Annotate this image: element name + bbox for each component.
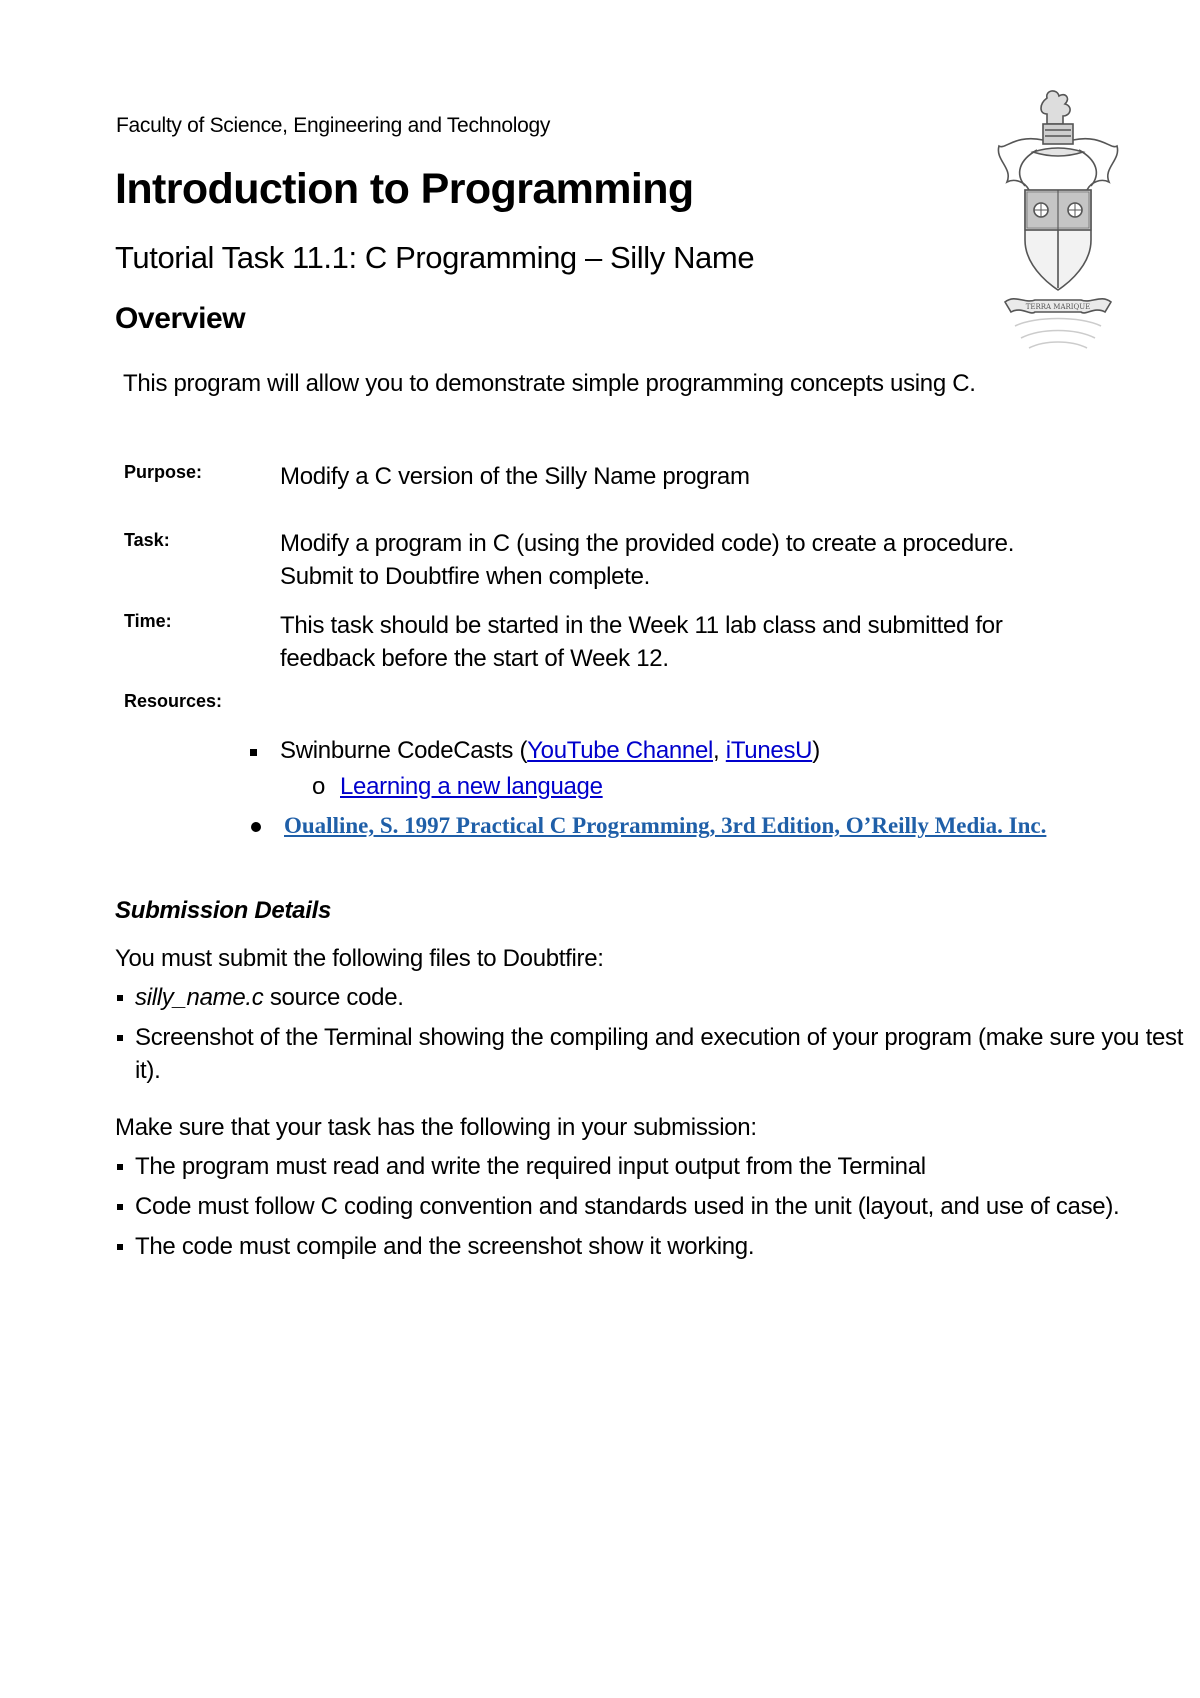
task-subtitle: Tutorial Task 11.1: C Programming – Silly Name — [115, 240, 755, 275]
time-line-2: feedback before the start of Week 12. — [280, 645, 669, 672]
crest-motto: TERRA MARIQUE — [1025, 303, 1091, 311]
submission-file-2: Screenshot of the Terminal showing the compiling and execution of your program (make sure you test it). — [135, 1024, 1184, 1084]
youtube-channel-link[interactable]: YouTube Channel — [527, 737, 714, 764]
bullet-square-icon — [117, 1244, 123, 1250]
bullet-square-icon — [117, 1204, 123, 1210]
requirement-1: The program must read and write the required input output from the Terminal — [135, 1153, 926, 1180]
codecasts-resource: Swinburne CodeCasts (YouTube Channel, iTunesU) — [280, 737, 820, 764]
bullet-square-icon — [117, 995, 123, 1001]
purpose-label: Purpose: — [124, 462, 203, 482]
requirement-3: The code must compile and the screenshot show it working. — [135, 1233, 755, 1260]
time-value — [280, 609, 1003, 675]
task-label: Task: — [124, 530, 170, 550]
learning-language-resource — [340, 773, 603, 801]
bullet-dot-icon — [251, 822, 261, 832]
university-crest-logo — [985, 90, 1135, 360]
bullet-circle-icon: o — [312, 773, 326, 800]
resources-label: Resources: — [124, 691, 223, 711]
page-title: Introduction to Programming — [115, 165, 694, 213]
time-label: Time: — [124, 611, 172, 631]
requirements-intro: Make sure that your task has the following in your submission: — [115, 1114, 757, 1141]
submission-heading: Submission Details — [115, 897, 331, 924]
time-line-1: This task should be started in the Week 11 lab class and submitted for — [280, 612, 1003, 639]
itunesu-link[interactable]: iTunesU — [725, 737, 813, 764]
submission-intro: You must submit the following files to Doubtfire: — [115, 945, 604, 972]
book-resource — [284, 813, 1046, 839]
faculty-name: Faculty of Science, Engineering and Technology — [116, 114, 551, 137]
learning-new-language-link[interactable]: Learning a new language — [340, 773, 603, 800]
submission-file-1: silly_name.c source code. — [135, 984, 404, 1011]
bullet-square-icon — [117, 1035, 123, 1041]
practical-c-book-link[interactable]: Oualline, S. 1997 Practical C Programming, 3rd Edition, O’Reilly Media. Inc. — [284, 813, 1047, 838]
overview-heading: Overview — [115, 302, 246, 335]
bullet-square-icon — [117, 1164, 123, 1170]
task-value — [280, 527, 1014, 593]
requirement-2: Code must follow C coding convention and standards used in the unit (layout, and use of case). — [135, 1193, 1120, 1220]
overview-intro: This program will allow you to demonstrate simple programming concepts using C. — [123, 370, 976, 397]
purpose-value: Modify a C version of the Silly Name program — [280, 463, 750, 490]
task-line-1: Modify a program in C (using the provided code) to create a procedure. — [280, 530, 1015, 557]
bullet-square-icon — [250, 749, 257, 756]
task-line-2: Submit to Doubtfire when complete. — [280, 563, 650, 590]
